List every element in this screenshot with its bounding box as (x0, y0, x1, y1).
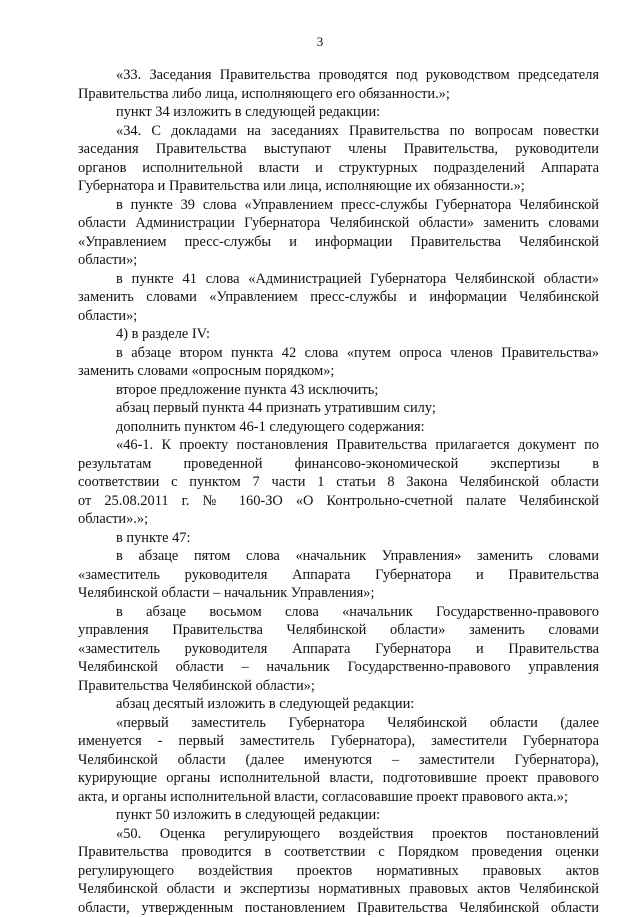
text-line: регулирующего воздействия проектов нормативных правовых актов (78, 862, 599, 881)
text-line: в абзаце втором пункта 42 слова «путем опроса членов Правительства» (78, 344, 599, 363)
text-line: «50. Оценка регулирующего воздействия проектов постановлений (78, 825, 599, 844)
text-line: заседания Правительства выступают члены Правительства, руководители (78, 140, 599, 159)
text-line: соответствии с пунктом 7 части 1 статьи 8 Закона Челябинской области (78, 473, 599, 492)
text-line: дополнить пунктом 46-1 следующего содержания: (78, 418, 599, 437)
text-line: заменить словами «опросным порядком»; (78, 362, 599, 381)
text-line: области»; (78, 251, 599, 270)
text-line: Правительства либо лица, исполняющего его обязанности.»; (78, 85, 599, 104)
document-body (78, 66, 599, 917)
text-line: области»; (78, 307, 599, 326)
text-line: заменить словами «Управлением пресс-службы и информации Челябинской (78, 288, 599, 307)
text-line: в пункте 39 слова «Управлением пресс-службы Губернатора Челябинской (78, 196, 599, 215)
text-line: результатам проведенной финансово-экономической экспертизы в (78, 455, 599, 474)
text-line: именуется - первый заместитель Губернатора), заместители Губернатора (78, 732, 599, 751)
text-line: акта, и органы исполнительной власти, согласовавшие проект правового акта.»; (78, 788, 599, 807)
text-line: области, утвержденным постановлением Правительства Челябинской области (78, 899, 599, 917)
text-line: «33. Заседания Правительства проводятся под руководством председателя (78, 66, 599, 85)
text-line: абзац десятый изложить в следующей редакции: (78, 695, 599, 714)
text-line: Челябинской области (далее именуются – заместители Губернатора), (78, 751, 599, 770)
text-line: органов исполнительной власти и структурных подразделений Аппарата (78, 159, 599, 178)
text-line: Губернатора и Правительства или лица, исполняющие их обязанности.»; (78, 177, 599, 196)
text-line: Челябинской области и экспертизы нормативных правовых актов Челябинской (78, 880, 599, 899)
text-line: 4) в разделе IV: (78, 325, 599, 344)
text-line: области».»; (78, 510, 599, 529)
text-line: «заместитель руководителя Аппарата Губернатора и Правительства (78, 566, 599, 585)
text-line: пункт 34 изложить в следующей редакции: (78, 103, 599, 122)
text-line: второе предложение пункта 43 исключить; (78, 381, 599, 400)
text-line: от 25.08.2011 г. № 160-ЗО «О Контрольно-счетной палате Челябинской (78, 492, 599, 511)
text-line: пункт 50 изложить в следующей редакции: (78, 806, 599, 825)
text-line: в пункте 47: (78, 529, 599, 548)
text-line: в абзаце восьмом слова «начальник Государственно-правового (78, 603, 599, 622)
text-line: «первый заместитель Губернатора Челябинской области (далее (78, 714, 599, 733)
text-line: курирующие органы исполнительной власти, подготовившие проект правового (78, 769, 599, 788)
text-line: в абзаце пятом слова «начальник Управления» заменить словами (78, 547, 599, 566)
text-line: Челябинской области – начальник Государственно-правового управления (78, 658, 599, 677)
page-number: 3 (0, 34, 640, 50)
text-line: Челябинской области – начальник Управления»; (78, 584, 599, 603)
text-line: управления Правительства Челябинской области» заменить словами (78, 621, 599, 640)
text-line: области Администрации Губернатора Челябинской области» заменить словами (78, 214, 599, 233)
text-line: Правительства проводится в соответствии с Порядком проведения оценки (78, 843, 599, 862)
text-line: «заместитель руководителя Аппарата Губернатора и Правительства (78, 640, 599, 659)
text-line: «34. С докладами на заседаниях Правительства по вопросам повестки (78, 122, 599, 141)
text-line: в пункте 41 слова «Администрацией Губернатора Челябинской области» (78, 270, 599, 289)
text-line: «46-1. К проекту постановления Правительства прилагается документ по (78, 436, 599, 455)
text-line: абзац первый пункта 44 признать утратившим силу; (78, 399, 599, 418)
text-line: Правительства Челябинской области»; (78, 677, 599, 696)
text-line: «Управлением пресс-службы и информации Правительства Челябинской (78, 233, 599, 252)
